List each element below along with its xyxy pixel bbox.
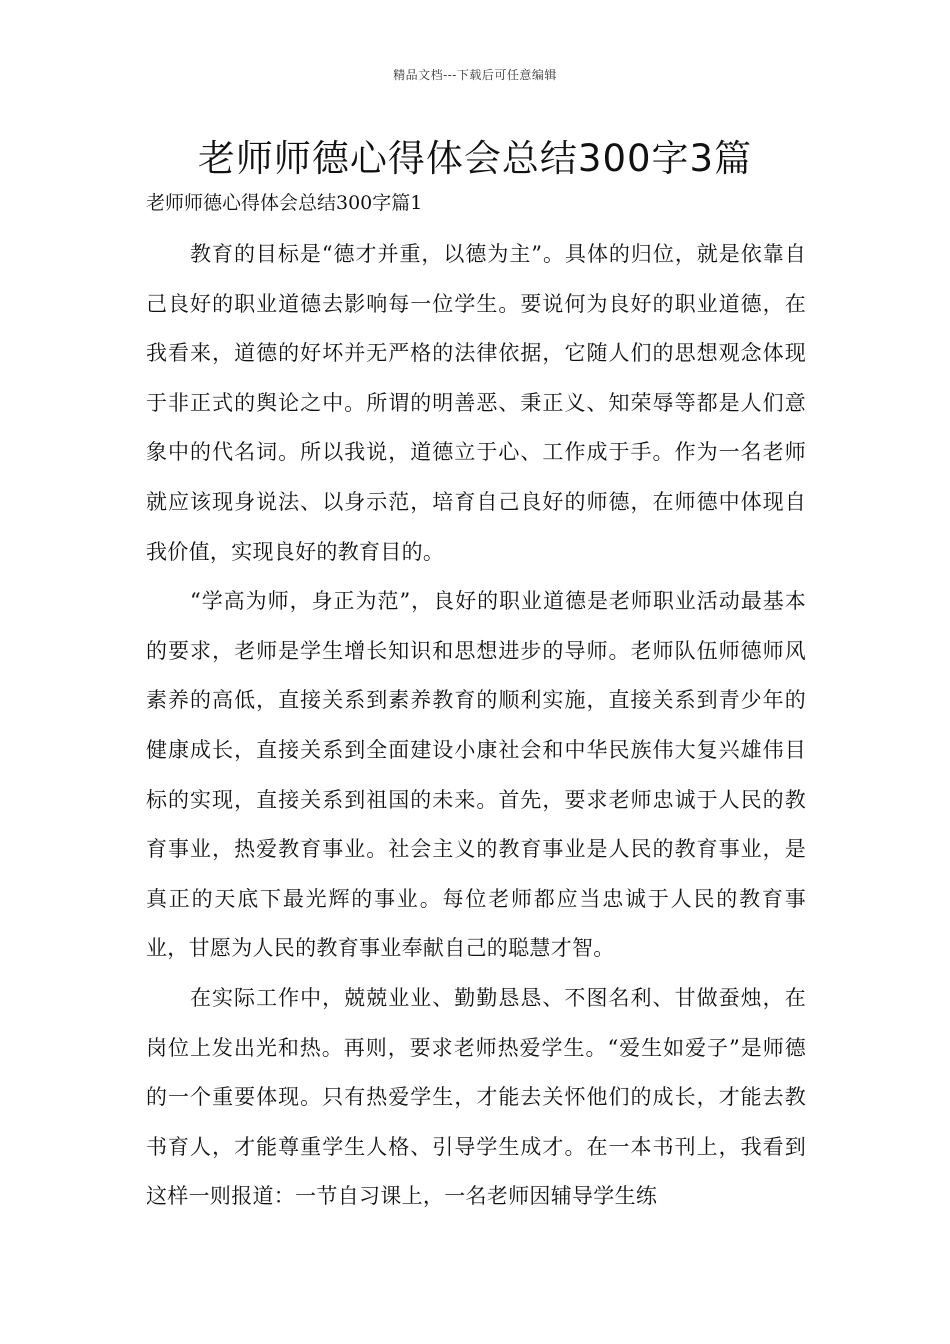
paragraph-3: 在实际工作中，兢兢业业、勤勤恳恳、不图名利、甘做蚕烛，在岗位上发出光和热。再则，要求老师热爱学生。“爱生如爱子”是师德的一个重要体现。只有热爱学生，才能去关怀他们的成长，才能去教书育人，才能尊重学生人格、引导学生成才。在一本书刊上，我看到这样一则报道：一节自习课上，一名老师因辅导学生练 <box>146 985 806 1209</box>
document-body <box>146 230 806 1222</box>
paragraph-2: “学高为师，身正为范”，良好的职业道德是老师职业活动最基本的要求，老师是学生增长知识和思想进步的导师。老师队伍师德师风素养的高低，直接关系到素养教育的顺利实施，直接关系到青少年的健康成长，直接关系到全面建设小康社会和中华民族伟大复兴雄伟目标的实现，直接关系到祖国的未来。首先，要求老师忠诚于人民的教育事业，热爱教育事业。社会主义的教育事业是人民的教育事业，是真正的天底下最光辉的事业。每位老师都应当忠诚于人民的教育事业，甘愿为人民的教育事业奉献自己的聪慧才智。 <box>146 589 806 961</box>
header-note: 精品文档---下载后可任意编辑 <box>393 68 557 82</box>
section-heading: 老师师德心得体会总结300字篇1 <box>146 192 423 214</box>
paragraph-1: 教育的目标是“德才并重，以德为主”。具体的归位，就是依靠自己良好的职业道德去影响每一位学生。要说何为良好的职业道德，在我看来，道德的好坏并无严格的法律依据，它随人们的思想观念体现于非正式的舆论之中。所谓的明善恶、秉正义、知荣辱等都是人们意象中的代名词。所以我说，道德立于心、工作成于手。作为一名老师就应该现身说法、以身示范，培育自己良好的师德，在师德中体现自我价值，实现良好的教育目的。 <box>146 242 806 564</box>
document-title: 老师师德心得体会总结300字3篇 <box>197 137 753 180</box>
